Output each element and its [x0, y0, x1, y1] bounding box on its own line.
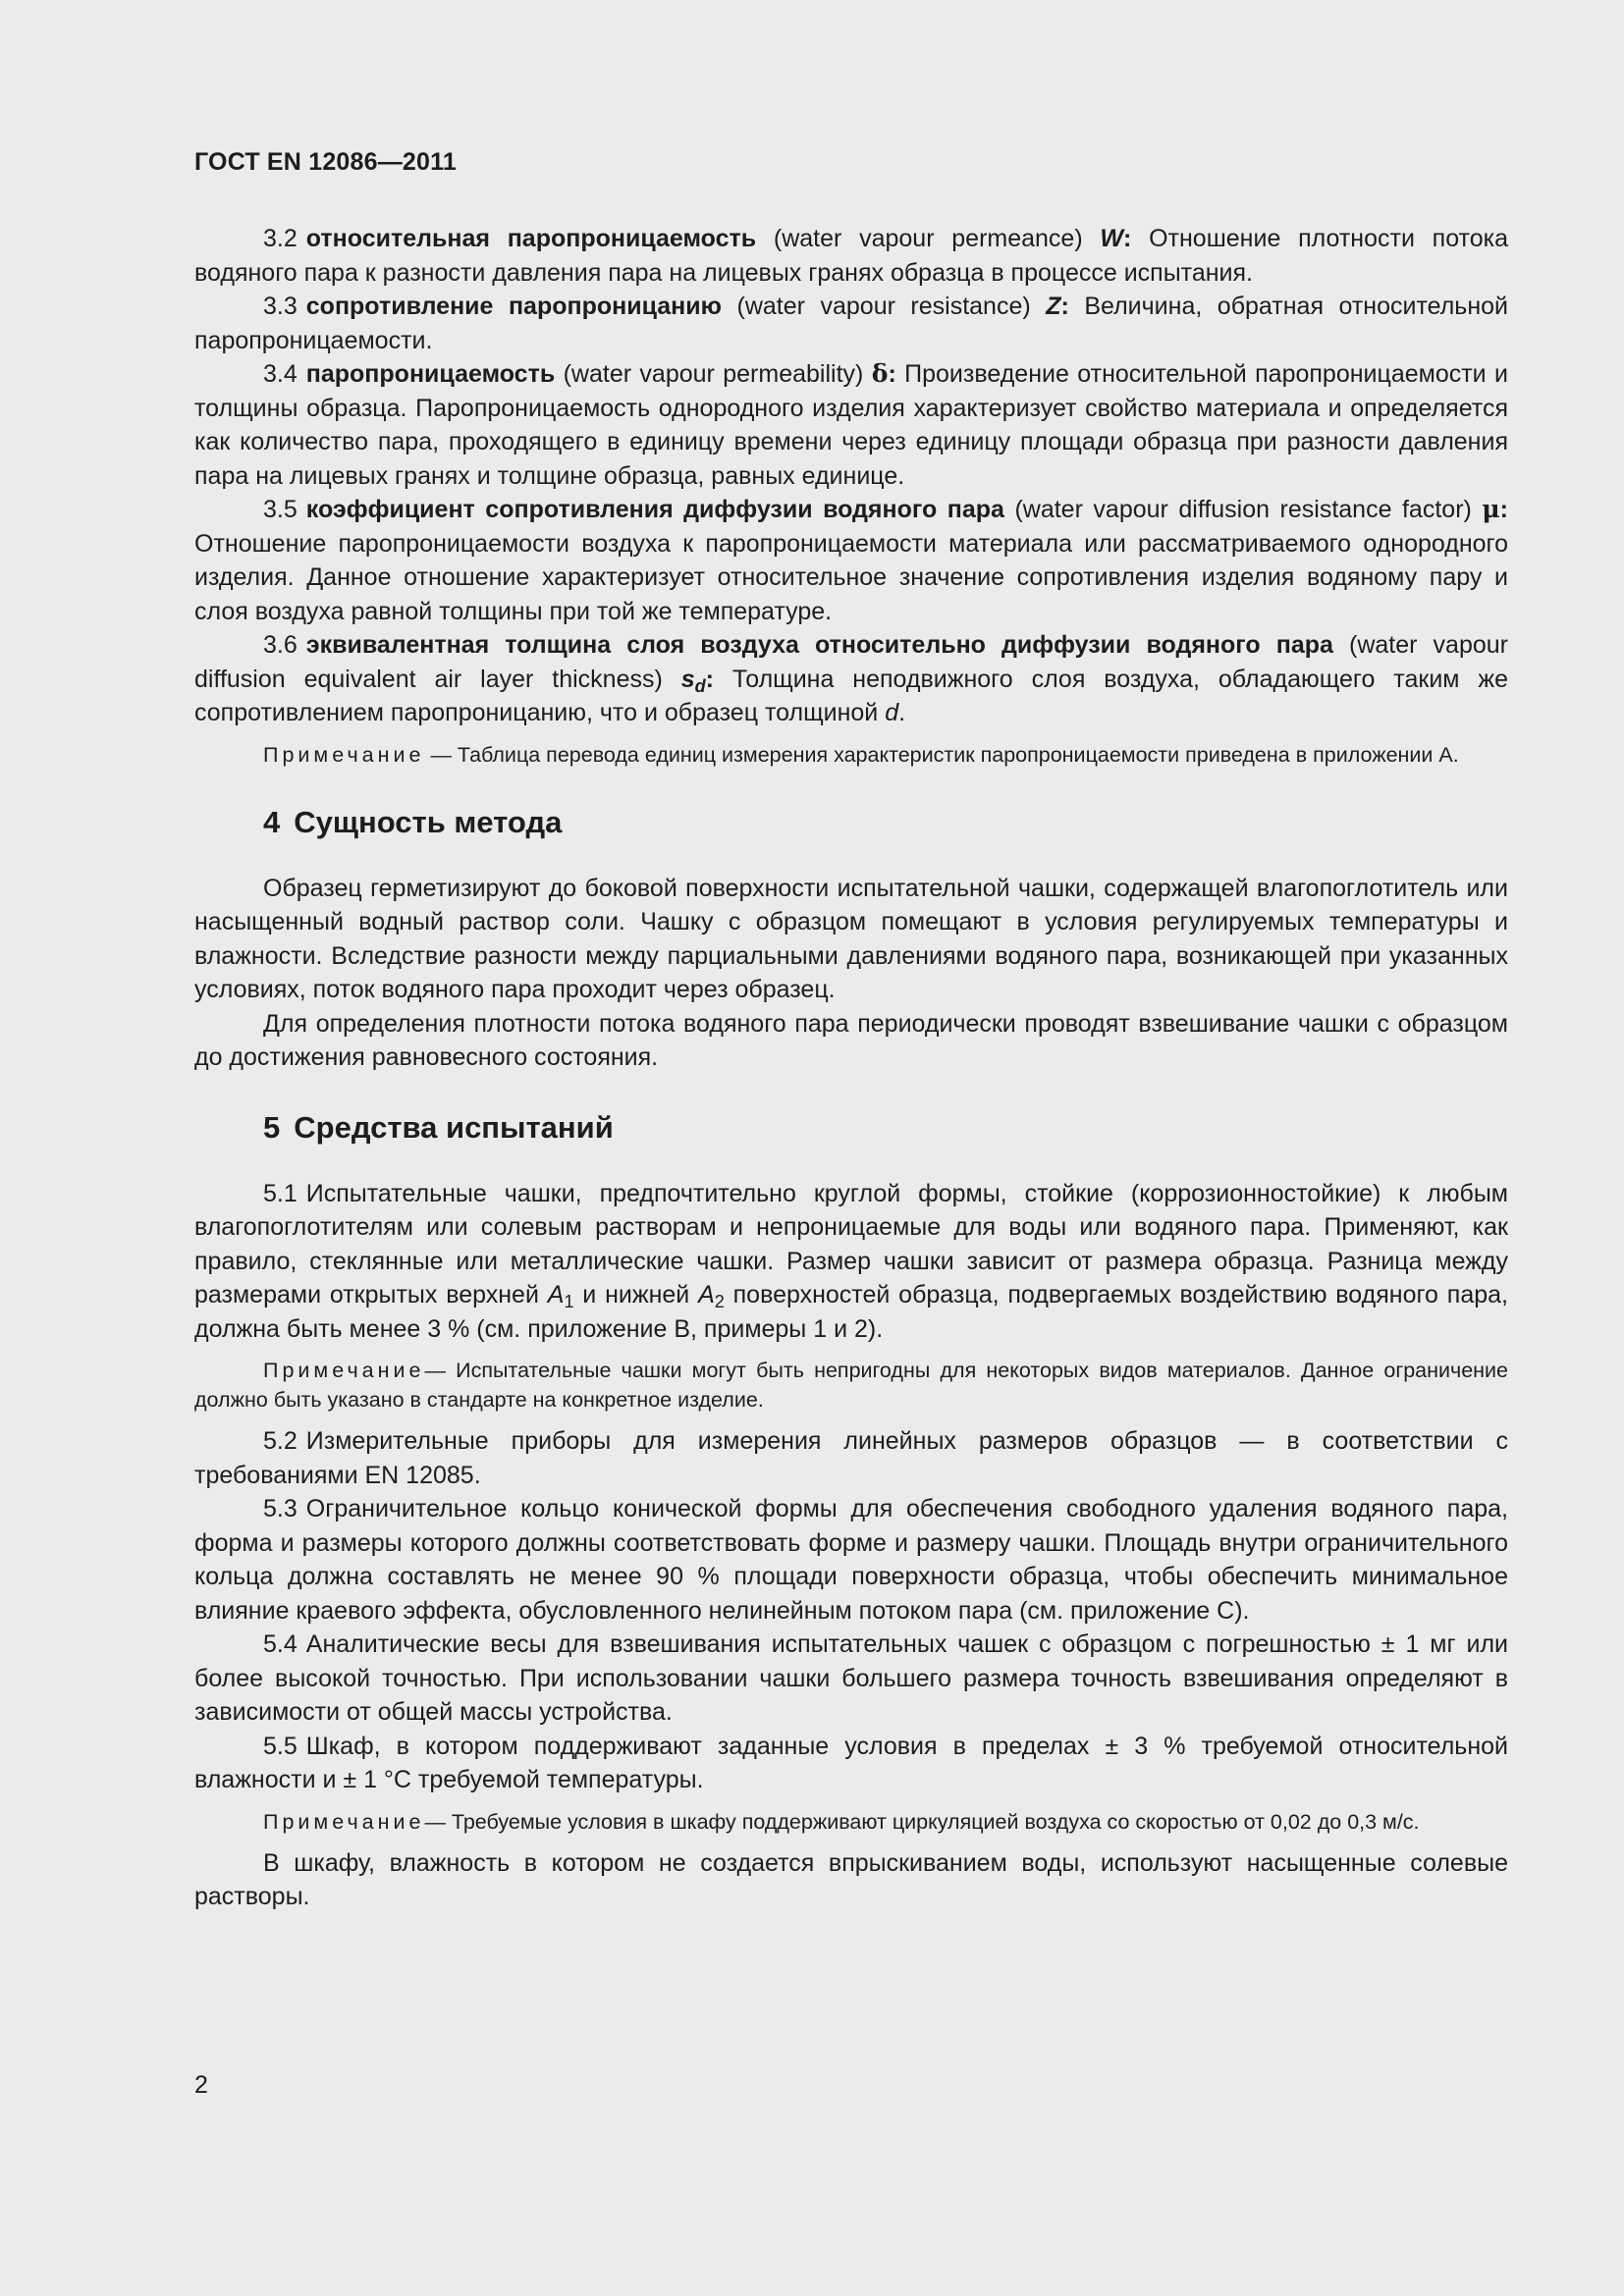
clause-number: 3.6: [263, 631, 298, 659]
variable: A: [547, 1281, 565, 1308]
note-label: Примечание: [263, 1359, 425, 1382]
symbol: μ: [1482, 495, 1500, 523]
note-text: — Испытательные чашки могут быть непригодны для некоторых видов материалов. Данное ограничение должно быть указано в стандарте на конкретное изделие.: [194, 1359, 1508, 1412]
clause-5-4: 5.4 Аналитические весы для взвешивания испытательных чашек с образцом с погрешностью ± 1 мг или более высокой точностью. При использовании чашки большего размера точность взвешивания определяют в зависимости от общей массы устройства.: [194, 1630, 1508, 1726]
definition-text: Отношение плотности потока водяного пара к разности давления пара на лицевых гранях образца в процессе испытания.: [194, 225, 1509, 287]
term-english: (water vapour permeance): [773, 225, 1083, 252]
term-english: (water vapour permeability): [563, 360, 864, 388]
variable: d: [885, 699, 899, 726]
definition-text: Толщина неподвижного слоя воздуха, обладающего таким же сопротивлением паропроницанию, что и образец толщиной: [194, 665, 1509, 726]
clause-number: 3.4: [263, 360, 298, 388]
term-english: (water vapour diffusion equivalent air layer thickness): [194, 631, 1508, 693]
document-header: ГОСТ EN 12086—2011: [194, 148, 457, 176]
clause-number: 3.3: [263, 293, 298, 320]
clause-5-1: 5.1 Испытательные чашки, предпочтительно круглой формы, стойкие (коррозионностойкие) к любым влагопоглотителям или солевым растворам и непроницаемые для воды или водяного пара. Применяют, как правило, стеклянные или металлические чашки. Размер чашки зависит от размера образца. Разница между размерами открытых верхней $A_1$ и нижней $A_2$ поверхностей образца, подвергаемых воздействию водяного пара, должна быть менее 3 % (см. приложение В, примеры 1 и 2).: [194, 1179, 1508, 1343]
section-4-paragraph-2: Для определения плотности потока водяного пара периодически проводят взвешивание чашки с образцом до достижения равновесного состояния.: [194, 1009, 1508, 1071]
clause-number: 3.5: [263, 496, 298, 523]
definition-3-6: 3.6 эквивалентная толщина слоя воздуха относительно диффузии водяного пара (water vapour diffusion equivalent air layer thickness) $s_d$: Толщина неподвижного слоя воздуха, обладающего таким же сопротивлением паропроницанию, что и образец толщиной d.: [194, 631, 1509, 726]
document-body: [194, 222, 1508, 1914]
note-text: — Требуемые условия в шкафу поддерживают циркуляцией воздуха со скоростью от 0,02 до 0,3 м/с.: [424, 1809, 1420, 1834]
clause-5-3: 5.3 Ограничительное кольцо конической формы для обеспечения свободного удаления водяного пара, форма и размеры которого должны соответствовать форме и размеру чашки. Площадь внутри ограничительного кольца должна составлять не менее 90 % площади поверхности образца, чтобы обеспечить минимальное влияние краевого эффекта, обусловленного нелинейным потоком пара (см. приложение С).: [194, 1495, 1508, 1625]
clause-number: 5.4: [263, 1630, 298, 1658]
symbol: s: [680, 665, 695, 693]
section-5-final-paragraph: В шкафу, влажность в котором не создается впрыскиванием воды, используют насыщенные солевые растворы.: [194, 1848, 1508, 1910]
clause-5-5: 5.5 Шкаф, в котором поддерживают заданные условия в пределах ± 3 % требуемой относительной влажности и ± 1 °С требуемой температуры.: [194, 1732, 1508, 1793]
note-cabinet: [194, 1807, 1508, 1837]
section-title: Сущность метода: [294, 804, 563, 839]
term: паропроницаемость: [305, 360, 556, 388]
clause-number: 3.2: [263, 225, 298, 252]
clause-number: 5.1: [263, 1179, 298, 1207]
term-english: (water vapour resistance): [736, 293, 1031, 320]
definition-3-4: 3.4 паропроницаемость (water vapour permeability) δ: Произведение относительной паропроницаемости и толщины образца. Паропроницаемость однородного изделия характеризует свойство материала и определяется как количество пара, проходящего в единицу времени через единицу площади образца при разности давления пара на лицевых гранях и толщине образца, равных единице.: [194, 359, 1508, 490]
definition-text: Отношение паропроницаемости воздуха к паропроницаемости материала или рассматриваемого однородного изделия. Данное отношение характеризует относительное значение сопротивления изделия водяному пару и слоя воздуха равной толщины при той же температуре.: [194, 529, 1508, 625]
symbol: W: [1100, 225, 1124, 252]
term: относительная паропроницаемость: [305, 225, 757, 252]
section-title: Средства испытаний: [294, 1109, 614, 1145]
section-4-heading: [263, 803, 1508, 842]
term: сопротивление паропроницанию: [305, 293, 722, 320]
clause-number: 5.5: [263, 1732, 298, 1760]
note-units: [194, 740, 1508, 770]
clause-number: 5.3: [263, 1495, 298, 1522]
symbol: δ: [871, 359, 889, 388]
definition-text: Произведение относительной паропроницаемости и толщины образца. Паропроницаемость однородного изделия характеризует свойство материала и определяется как количество пара, проходящего в единицу времени через единицу площади образца при разности давления пара на лицевых гранях и толщине образца, равных единице.: [194, 360, 1508, 490]
definition-text: Величина, обратная относительной паропроницаемости.: [194, 293, 1508, 354]
section-4-paragraph-1: Образец герметизируют до боковой поверхности испытательной чашки, содержащей влагопоглотитель или насыщенный водный раствор соли. Чашку с образцом помещают в условия регулируемых температуры и влажности. Вследствие разности между парциальными давлениями водяного пара, возникающей при указанных условиях, поток водяного пара проходит через образец.: [194, 874, 1508, 1003]
note-text: — Таблица перевода единиц измерения характеристик паропроницаемости приведена в приложении А.: [430, 742, 1459, 767]
definition-3-3: 3.3 сопротивление паропроницанию (water vapour resistance) Z: Величина, обратная относительной паропроницаемости.: [194, 293, 1508, 354]
page-number: 2: [194, 2071, 208, 2099]
symbol: Z: [1046, 293, 1061, 320]
clause-number: 5.2: [263, 1427, 298, 1455]
symbol-subscript: d: [694, 675, 706, 696]
section-number: 5: [263, 1109, 281, 1145]
note-label: Примечание: [263, 1809, 425, 1834]
term-english: (water vapour diffusion resistance factor): [1014, 496, 1472, 523]
variable: A: [698, 1281, 715, 1308]
definition-3-5: 3.5 коэффициент сопротивления диффузии водяного пара (water vapour diffusion resistance factor) μ: Отношение паропроницаемости воздуха к паропроницаемости материала или рассматриваемого однородного изделия. Данное отношение характеризует относительное значение сопротивления изделия водяному пару и слоя воздуха равной толщины при той же температуре.: [194, 495, 1508, 625]
term: эквивалентная толщина слоя воздуха относительно диффузии водяного пара: [305, 631, 1333, 659]
note-cups: [194, 1356, 1508, 1415]
definition-3-2: 3.2 относительная паропроницаемость (water vapour permeance) W: Отношение плотности потока водяного пара к разности давления пара на лицевых гранях образца в процессе испытания.: [194, 225, 1509, 287]
clause-5-2: 5.2 Измерительные приборы для измерения линейных размеров образцов — в соответствии с требованиями EN 12085.: [194, 1427, 1508, 1489]
section-number: 4: [263, 804, 281, 839]
section-5-heading: [263, 1108, 1508, 1148]
note-label: Примечание: [263, 742, 425, 767]
term: коэффициент сопротивления диффузии водяного пара: [305, 496, 1004, 523]
